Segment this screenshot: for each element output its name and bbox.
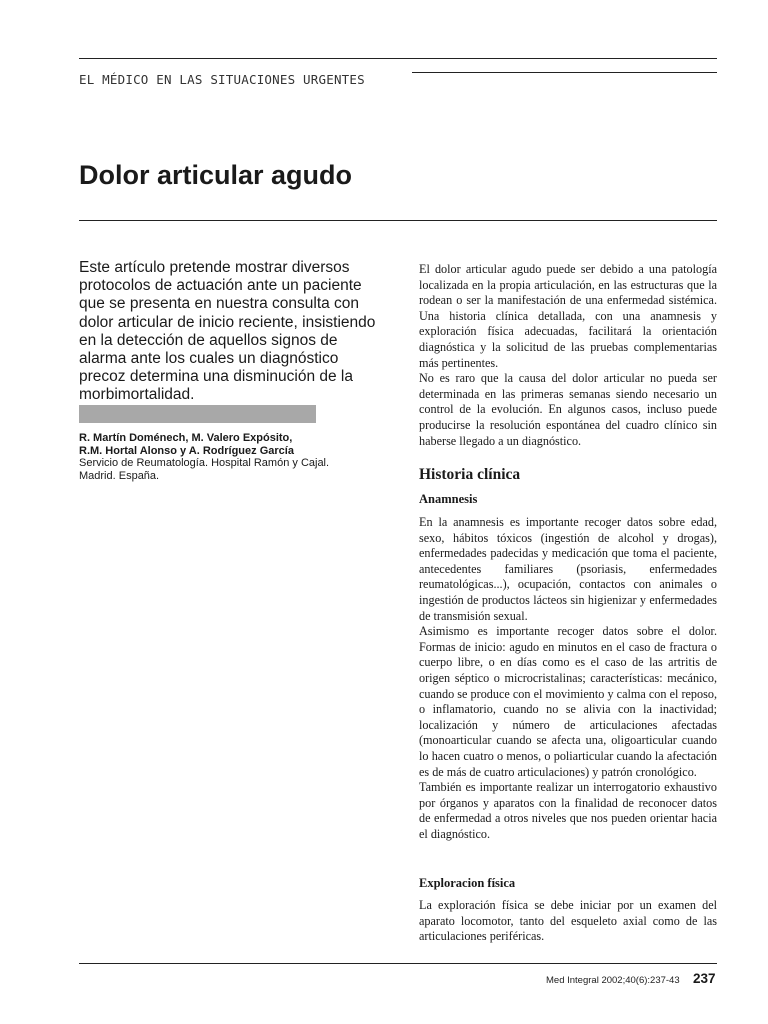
paragraph: El dolor articular agudo puede ser debido a una patología localizada en la propia articulación, en las estructuras que la rodean o ser la manifestación de una enfermedad sistémica. Una historia clínica detallada, con una anamnesis y exploración física adecuadas, facilitará la orientación diagnóstica y la solicitud de las pruebas complementarias más pertinentes.: [419, 262, 717, 370]
author-names-line: R. Martín Doménech, M. Valero Expósito,: [79, 432, 293, 444]
paragraph: También es importante realizar un interrogatorio exhaustivo por órganos y aparatos con la finalidad de reconocer datos de enfermedad a otros niveles que nos pueden orientar hacia el diagnóstico.: [419, 780, 717, 841]
exploracion-text: [419, 898, 717, 945]
abstract: Este artículo pretende mostrar diversos protocolos de actuación ante un paciente que se presenta en nuestra consulta con dolor articular de inicio reciente, insistiendo en la detección de aquellos signos de alarma ante los cuales un diagnóstico precoz determina una disminución de la morbimortalidad.: [79, 259, 376, 404]
paragraph: No es raro que la causa del dolor articular no pueda ser determinada en las primeras semanas siendo necesario un control de la evolución. En algunos casos, incluso puede producirse la resolución espontánea del cuadro clínico sin haberse llegado a un diagnóstico.: [419, 371, 717, 448]
page-number: 237: [693, 971, 716, 986]
paragraph: La exploración física se debe iniciar por un examen del aparato locomotor, tanto del esqueleto axial como de las articulaciones periféricas.: [419, 898, 717, 944]
author-names-line: R.M. Hortal Alonso y A. Rodríguez García: [79, 444, 294, 457]
top-rule: [79, 58, 717, 59]
subsection-heading: Exploracion física: [419, 876, 516, 890]
decorative-bar: [79, 405, 316, 423]
journal-citation: Med Integral 2002;40(6):237-43: [546, 975, 680, 986]
anamnesis-text: [419, 515, 717, 842]
article-title: Dolor articular agudo: [79, 160, 353, 190]
paragraph: Asimismo es importante recoger datos sobre el dolor. Formas de inicio: agudo en minutos en el caso de fractura o cuerpo libre, o en días como es el caso de las artritis de origen séptico o microcristalinas; características: mecánico, cuando se produce con el movimiento y calma con el reposo, o inflamatorio, cuando no se alivia con la inactividad; localización y número de articulaciones afectadas (monoarticular cuando se afecta una, oligoarticular cuando lo hacen cuatro o menos, o poliarticular cuando la afectación es de más de cuatro articulaciones) y patrón cronológico.: [419, 624, 717, 779]
intro-text: [419, 262, 717, 449]
header-rule: [412, 72, 717, 73]
running-head: EL MÉDICO EN LAS SITUACIONES URGENTES: [79, 72, 365, 87]
title-rule: [79, 220, 717, 221]
subsection-heading: Anamnesis: [419, 492, 478, 506]
author-block: [79, 432, 379, 482]
section-heading: Historia clínica: [419, 466, 521, 483]
footer-rule: [79, 963, 717, 964]
author-affiliation: Servicio de Reumatología. Hospital Ramón y Cajal.: [79, 457, 330, 469]
paragraph: En la anamnesis es importante recoger datos sobre edad, sexo, hábitos tóxicos (ingestión de alcohol y drogas), enfermedades padecidas y medicación que toma el paciente, antecedentes familiares (psoriasis, enfermedades reumatológicas...), ocupación, contactos con animales o ingestión de productos lácteos sin higienizar y enfermedades de transmisión sexual.: [419, 515, 717, 623]
author-affiliation: Madrid. España.: [79, 469, 160, 482]
